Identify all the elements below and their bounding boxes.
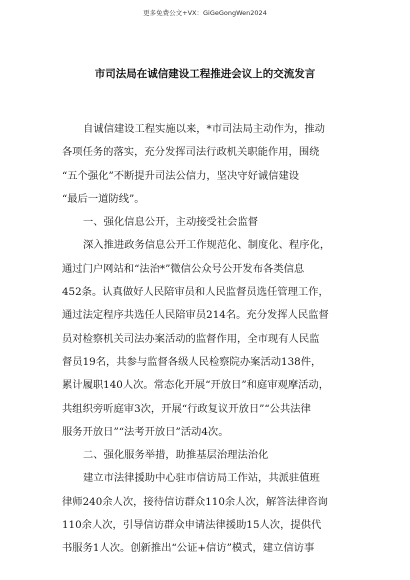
document-title: 市司法局在诚信建设工程推进会议上的交流发言 [94,68,316,80]
text-line: 110余人次，引导信访群众申请法律援助15人次，提供代 [62,519,322,532]
text-line: 累计履职140人次。常态化开展“开放日”和庭审观摩活动， [62,379,330,392]
text-line: 各项任务的落实，充分发挥司法行政机关职能作用，围绕 [62,146,320,159]
text-line: 建立市法律援助中心驻市信访局工作站，共派驻值班 [83,472,320,485]
text-line: 452条。认真做好人民陪审员和人民监督员选任管理工作， [62,286,329,299]
text-line: 员对检察机关司法办案活动的监督作用，全市现有人民监 [62,332,320,345]
text-line: 共组织旁听庭审3次，开展“行政复议开放日”“公共法律 [62,402,311,415]
text-line: 通过法定程序共选任人民陪审员214名。充分发挥人民监督 [62,309,329,322]
text-line: 督员19名，共参与监督各级人民检察院办案活动138件， [62,355,322,368]
text-line: 服务开放日”“法考开放日”活动4次。 [62,425,229,438]
text-line: 一、强化信息公开，主动接受社会监督 [83,216,259,229]
text-line: 通过门户网站和“法治*”微信公众号公开发布各类信息 [62,262,305,275]
text-line: 深入推进政务信息公开工作规范化、制度化、程序化， [83,239,331,252]
text-line: 律师240余人次，接待信访群众110余人次，解答法律咨询 [62,495,328,508]
text-line: 自诚信建设工程实施以来，*市司法局主动作为，推动 [83,123,325,135]
header-note: 更多免费公文+VX：GiGeGongWen2024 [143,9,267,17]
text-line: 书服务1人次。创新推出“公证+信访”模式，建立信访事 [62,542,315,555]
text-line: “最后一道防线”。 [62,192,145,205]
document-body [62,118,348,561]
text-line: 二、强化服务举措，助推基层治理法治化 [83,449,269,462]
text-line: “五个强化”不断提升司法公信力，坚决守好诚信建设 [62,169,300,182]
